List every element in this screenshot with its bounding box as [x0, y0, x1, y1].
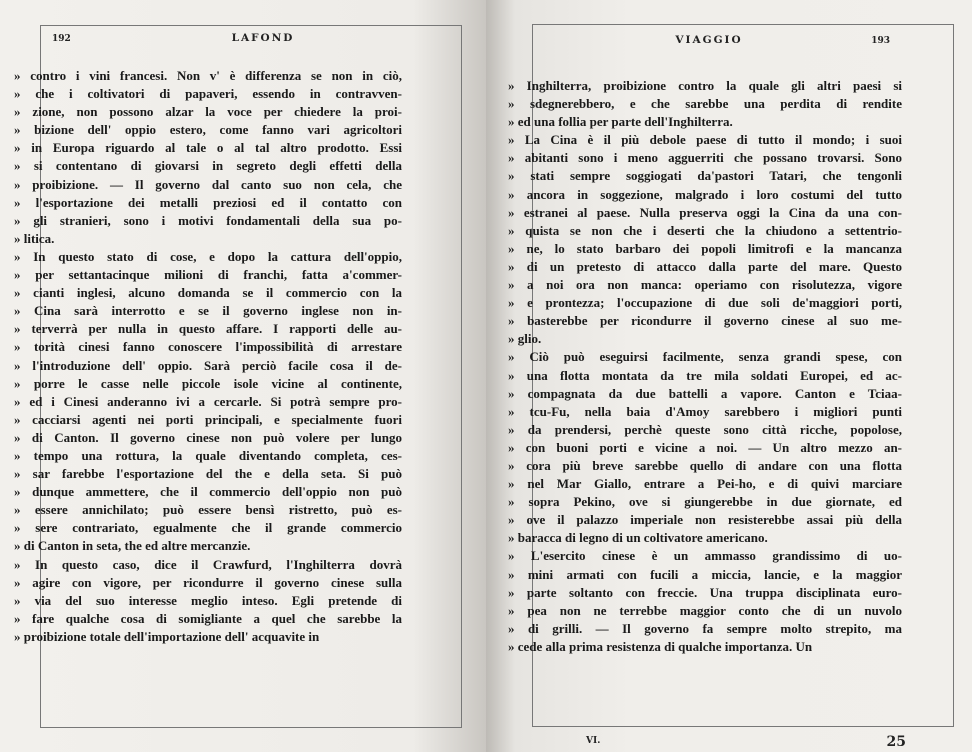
text-line: » zione, non possono alzar la voce per chiedere la proi- — [14, 104, 402, 120]
text-line: » sdegnerebbero, e che sarebbe una perdita di rendite — [508, 96, 902, 112]
text-line: » di un pretesto di attacco dalla parte del mare. Questo — [508, 258, 902, 274]
text-line: » litica. — [14, 230, 55, 246]
footer-number: 25 — [886, 734, 906, 750]
left-page-body — [14, 67, 402, 646]
text-line: » cede alla prima resistenza di qualche importanza. Un — [508, 638, 813, 654]
text-line: » parte soltanto con freccie. Una truppa disciplinata euro- — [508, 584, 902, 600]
text-line: » bizione dell' oppio estero, come fanno vari agricoltori — [14, 122, 402, 138]
left-running-head: LAFOND — [231, 32, 295, 44]
text-line: » contro i vini francesi. Non v' è differenza se non in ciò, — [14, 68, 402, 83]
text-line: » ove il palazzo imperiale non resisterebbe assai più della — [508, 512, 902, 528]
text-line: » ed i Cinesi anderanno ivi a cercarle. Si potrà sempre pro- — [14, 393, 402, 409]
text-line: » proibizione totale dell'importazione dell' acquavite in — [14, 628, 320, 644]
text-line: » gli stranieri, sono i motivi fondamentali della sua po- — [14, 212, 402, 228]
text-line: » compagnata da due battelli a vapore. Canton e Tciaa- — [508, 385, 902, 401]
text-line: » con buoni porti e vicine a noi. — Un altro mezzo an- — [508, 439, 902, 455]
text-line: » di Canton. Il governo cinese non può volere per lungo — [14, 429, 402, 445]
text-line: » di grilli. — Il governo fa sempre molto strepito, ma — [508, 620, 902, 636]
text-line: » In questo stato di cose, e dopo la cattura dell'oppio, — [14, 248, 402, 264]
text-line: » ancora in soggezione, malgrado i loro costumi del tutto — [508, 186, 902, 202]
right-running-head: VIAGGIO — [675, 34, 743, 46]
text-line: » glio. — [508, 331, 542, 347]
text-line: » torità cinesi fanno conoscere l'impossibilità di arrestare — [14, 339, 402, 355]
text-line: » La Cina è il più debole paese di tutto il mondo; i suoi — [508, 132, 902, 148]
text-line: » si contentano di giovarsi in segreto degli effetti della — [14, 158, 402, 174]
text-line: » pea non ne terrebbe maggior conto che di un nuvolo — [508, 602, 902, 618]
text-line: » per settantacinque milioni di franchi, fatta a'commer- — [14, 267, 402, 283]
text-line: » sere contrariato, egualmente che il grande commercio — [14, 520, 402, 536]
text-line: » che i coltivatori di papaveri, essendo in contravven- — [14, 86, 402, 102]
text-line: » da prendersi, perchè queste sono città ricche, popolose, — [508, 421, 902, 437]
text-line: » via del suo interesse meglio inteso. Egli pretende di — [14, 592, 402, 608]
text-line: » tempo una rottura, la quale diventando completa, ces- — [14, 447, 402, 463]
text-line: » tcu-Fu, nella baia d'Amoy sarebbero i migliori punti — [508, 403, 902, 419]
text-line: » In questo caso, dice il Crawfurd, l'Inghilterra dovrà — [14, 556, 402, 572]
text-line: » Inghilterra, proibizione contro la quale gli altri paesi si — [508, 78, 902, 93]
text-line: » Cina sarà interrotto e se il governo inglese non in- — [14, 303, 402, 319]
text-line: » l'esportazione dei metalli preziosi ed il contatto con — [14, 194, 402, 210]
text-line: » agire con vigore, per ricondurre il governo cinese sulla — [14, 574, 402, 590]
text-line: » basterebbe per ricondurre il governo cinese al suo me- — [508, 313, 902, 329]
text-line: » essere annichilato; può essere bensì ristretto, può es- — [14, 502, 402, 518]
text-line: » cianti inglesi, alcuno domanda se il commercio con la — [14, 285, 402, 301]
text-line: » cacciarsi agenti nei porti principali, e specialmente fuori — [14, 411, 402, 427]
text-line: » e prontezza; l'occupazione di due soli de'maggiori porti, — [508, 295, 902, 311]
text-line: » mini armati con fucili a miccia, lancie, e la maggior — [508, 566, 902, 582]
text-line: » ne, lo stato barbaro dei popoli limitrofi e la mancanza — [508, 240, 902, 256]
text-line: » Ciò può eseguirsi facilmente, senza grandi spese, con — [508, 349, 902, 365]
text-line: » terverrà per nulla in questo affare. I rapporti delle au- — [14, 321, 402, 337]
text-line: » quista se non che i deserti che la chiudono a settentrio- — [508, 222, 902, 238]
text-line: » baracca di legno di un coltivatore americano. — [508, 530, 768, 546]
text-line: » L'esercito cinese è un ammasso grandissimo di uo- — [508, 548, 902, 564]
text-line: » a noi ora non manca: operiamo con risolutezza, vigore — [508, 277, 902, 293]
left-page-header — [0, 20, 486, 44]
text-line: » dunque ammettere, che il commercio dell'oppio non può — [14, 484, 402, 500]
text-line: » sar farebbe l'esportazione del the e della seta. Si può — [14, 466, 402, 482]
right-page-header — [486, 20, 972, 46]
text-line: » una flotta montata da tre mila soldati Europei, ed ac- — [508, 367, 902, 383]
text-line: » sopra Pekino, ove si giungerebbe in due giornate, ed — [508, 494, 902, 510]
text-line: » di Canton in seta, the ed altre mercanzie. — [14, 538, 251, 554]
text-line: » ed una follia per parte dell'Inghilterra. — [508, 114, 733, 130]
text-line: » fare qualche cosa di somigliante a quel che sarebbe la — [14, 610, 402, 626]
text-line: » l'introduzione dell' oppio. Sarà perciò facile cosa il de- — [14, 357, 402, 373]
text-line: » nel Mar Giallo, entrare a Pei-ho, e di quivi marciare — [508, 476, 902, 492]
right-page-body — [508, 77, 902, 656]
signature-mark: VI. — [586, 736, 601, 746]
text-line: » abitanti sono i meno agguerriti che possano trovarsi. Sono — [508, 150, 902, 166]
right-page — [486, 0, 972, 752]
text-line: » porre le casse nelle piccole isole vicine al continente, — [14, 375, 402, 391]
text-line: » cora più breve sarebbe quello di andare con una flotta — [508, 457, 902, 473]
text-line: » stati sempre soggiogati da'pastori Tatari, che tengonli — [508, 168, 902, 184]
text-line: » estranei al paese. Nulla preserva oggi la Cina da una con- — [508, 204, 902, 220]
right-page-number: 193 — [871, 36, 890, 46]
text-line: » in Europa riguardo al tale o al tal altro prodotto. Essi — [14, 140, 402, 156]
left-page-number: 192 — [52, 34, 71, 44]
text-line: » proibizione. — Il governo dal canto suo non cela, che — [14, 176, 402, 192]
